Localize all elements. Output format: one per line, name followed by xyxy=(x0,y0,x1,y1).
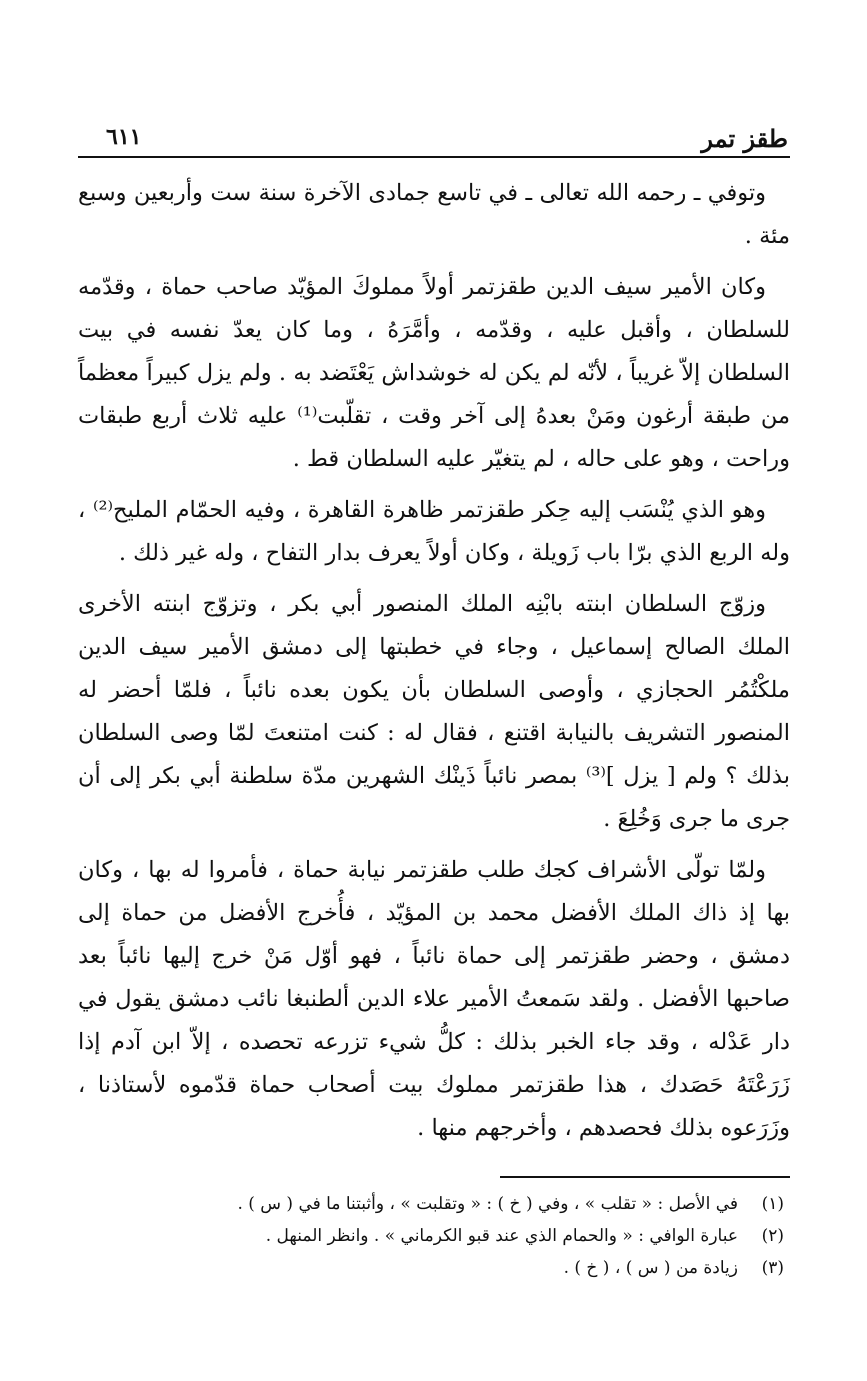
paragraph-hama: ولمّا تولّى الأشراف كجك طلب طقزتمر نيابة حماة ، فأمروا له بها ، وكان بها إذ ذاك الملك الأفضل محمد بن المؤيّد ، فأُخرج الأفضل من حماة إلى دمشق ، وحضر طقزتمر إلى حماة نائباً ، فهو أوّل مَنْ خرج إليها نائباً بعد صاحبها الأفضل . ولقد سَمعتُ الأمير علاء الدين ألطنبغا نائب دمشق يقول في دار عَدْله ، وقد جاء الخبر بذلك : كلُّ شيء تزرعه تحصده ، إلاّ ابن آدم إذا زَرَعْتَهُ حَصَدك ، هذا طقزتمر مملوك بيت أصحاب حماة قدّموه لأستاذنا ، وزَرَعوه بذلك فحصدهم ، وأخرجهم منها . xyxy=(78,857,790,1141)
footnote-text: في الأصل : « تقلب » ، وفي ( خ ) : « وتقلبت » ، وأثبتنا ما في ( س ) . xyxy=(237,1194,738,1214)
running-title: طقز تمر xyxy=(701,124,788,153)
footnotes xyxy=(78,1188,790,1284)
footnote xyxy=(78,1252,784,1284)
paragraph-marriages: وزوّج السلطان ابنته بابْنِه الملك المنصور أبي بكر ، وتزوّج ابنته الأخرى الملك الصالح إسماعيل ، وجاء في خطبتها إلى دمشق الأمير سيف الدين ملكْتُمُر الحجازي ، وأوصى السلطان بأن يكون بعده نائباً ، فلمّا أحضر له المنصور التشريف بالنيابة اقتنع ، فقال له : كنت امتنعتَ لمّا وصى السلطان بذلك ؟ ولم [ يزل ]⁽³⁾ بمصر نائباً ذَينْك الشهرين مدّة سلطنة أبي بكر إلى أن جرى ما جرى وَخُلِعَ . xyxy=(78,591,790,832)
footnote xyxy=(78,1188,784,1220)
body-text xyxy=(78,172,790,1150)
footnote-number: (١) xyxy=(761,1194,784,1214)
footnote-number: (٢) xyxy=(761,1226,784,1246)
footnote-text: عبارة الوافي : « والحمام الذي عند قبو الكرماني » . وانظر المنهل . xyxy=(265,1226,738,1246)
header-rule xyxy=(78,156,790,158)
footnote-text: زيادة من ( س ) ، ( خ ) . xyxy=(563,1258,738,1278)
page-number: ٦١١ xyxy=(106,124,142,150)
paragraph-death-date: وتوفي ـ رحمه الله تعالى ـ في تاسع جمادى الآخرة سنة ست وأربعين وسبع مئة . xyxy=(78,180,790,249)
running-header xyxy=(78,112,790,152)
footnote-number: (٣) xyxy=(761,1258,784,1278)
footnote-separator xyxy=(500,1176,790,1178)
paragraph-career: وكان الأمير سيف الدين طقزتمر أولاً مملوكَ المؤيّد صاحب حماة ، وقدّمه للسلطان ، وأقبل عليه ، وقدّمه ، وأمَّرَهُ ، وما كان يعدّ نفسه في بيت السلطان إلاّ غريباً ، لأنّه لم يكن له خوشداش يَعْتَضد به . ولم يزل كبيراً معظماً من طبقة أرغون ومَنْ بعدهُ إلى آخر وقت ، تقلّبت⁽¹⁾ عليه ثلاث أربع طبقات وراحت ، وهو على حاله ، لم يتغيّر عليه السلطان قط . xyxy=(78,274,790,472)
book-page xyxy=(78,112,790,1284)
footnote xyxy=(78,1220,784,1252)
paragraph-properties: وهو الذي يُنْسَب إليه حِكر طقزتمر ظاهرة القاهرة ، وفيه الحمّام المليح⁽²⁾ ، وله الربع الذي برّا باب زَويلة ، وكان أولاً يعرف بدار التفاح ، وله غير ذلك . xyxy=(78,497,790,566)
